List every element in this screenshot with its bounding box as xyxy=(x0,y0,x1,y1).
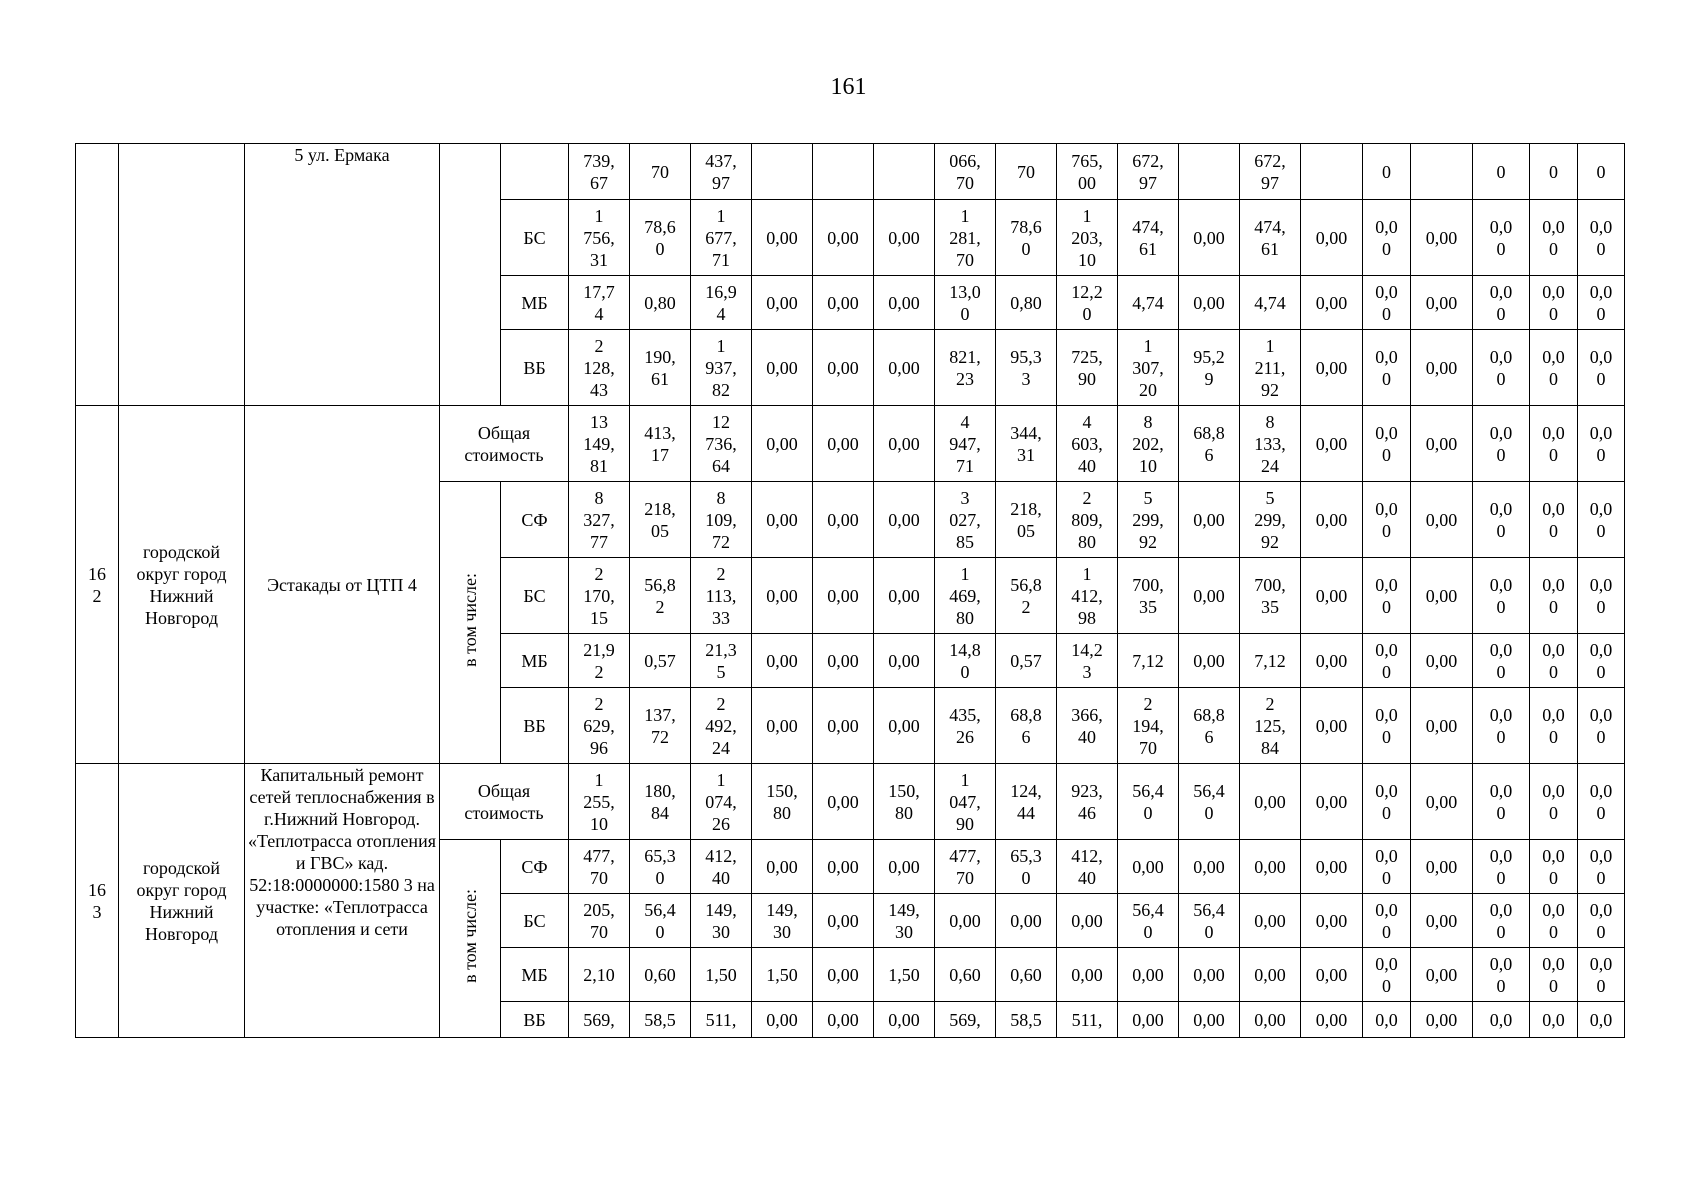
value-cell: 739, 67 xyxy=(569,144,630,200)
fund-source-cell: ВБ xyxy=(501,330,569,406)
value-cell: 0,00 xyxy=(1301,948,1363,1002)
value-cell: 2 194, 70 xyxy=(1118,688,1179,764)
value-cell: 0,0 0 xyxy=(1578,558,1625,634)
value-cell: 0,00 xyxy=(1179,634,1240,688)
row-number-cell: 16 2 xyxy=(76,406,119,764)
value-cell: 0,0 0 xyxy=(1530,406,1578,482)
value-cell: 78,6 0 xyxy=(996,200,1057,276)
value-cell: 56,8 2 xyxy=(630,558,691,634)
value-cell: 0,00 xyxy=(813,634,874,688)
value-cell: 0,00 xyxy=(752,200,813,276)
value-cell: 0,00 xyxy=(1301,1002,1363,1038)
value-cell: 0,0 0 xyxy=(1473,634,1530,688)
value-cell: 3 027, 85 xyxy=(935,482,996,558)
including-cell xyxy=(440,144,501,406)
value-cell: 0,0 0 xyxy=(1530,764,1578,840)
value-cell: 0,00 xyxy=(1411,634,1473,688)
value-cell: 1 203, 10 xyxy=(1057,200,1118,276)
value-cell: 0,0 0 xyxy=(1530,330,1578,406)
value-cell: 0,00 xyxy=(752,330,813,406)
value-cell: 95,3 3 xyxy=(996,330,1057,406)
fund-source-cell: МБ xyxy=(501,276,569,330)
value-cell: 511, xyxy=(1057,1002,1118,1038)
value-cell: 0,00 xyxy=(874,200,935,276)
value-cell: 0,0 0 xyxy=(1530,840,1578,894)
value-cell: 12 736, 64 xyxy=(691,406,752,482)
value-cell: 4 603, 40 xyxy=(1057,406,1118,482)
value-cell: 437, 97 xyxy=(691,144,752,200)
value-cell: 4,74 xyxy=(1118,276,1179,330)
value-cell: 0,00 xyxy=(813,764,874,840)
value-cell: 0,0 0 xyxy=(1578,764,1625,840)
value-cell: 0,00 xyxy=(935,894,996,948)
value-cell: 1 047, 90 xyxy=(935,764,996,840)
value-cell: 0,00 xyxy=(1179,948,1240,1002)
value-cell: 0,00 xyxy=(813,406,874,482)
value-cell: 7,12 xyxy=(1240,634,1301,688)
value-cell: 14,8 0 xyxy=(935,634,996,688)
page-number: 161 xyxy=(830,74,867,100)
value-cell: 0,0 0 xyxy=(1363,200,1411,276)
value-cell: 0,00 xyxy=(1301,276,1363,330)
value-cell: 0,0 0 xyxy=(1578,894,1625,948)
fund-source-cell: СФ xyxy=(501,482,569,558)
value-cell: 4 947, 71 xyxy=(935,406,996,482)
value-cell: 474, 61 xyxy=(1240,200,1301,276)
object-name-cell: Эстакады от ЦТП 4 xyxy=(245,406,440,764)
value-cell: 0,00 xyxy=(813,276,874,330)
value-cell: 0,0 0 xyxy=(1578,688,1625,764)
value-cell xyxy=(1411,144,1473,200)
value-cell: 0,0 0 xyxy=(1578,482,1625,558)
value-cell: 56,4 0 xyxy=(630,894,691,948)
value-cell: 0,0 0 xyxy=(1363,764,1411,840)
value-cell: 0,0 xyxy=(1578,1002,1625,1038)
value-cell: 56,4 0 xyxy=(1118,764,1179,840)
value-cell: 56,4 0 xyxy=(1118,894,1179,948)
value-cell: 0,00 xyxy=(1240,764,1301,840)
fund-source-cell: БС xyxy=(501,558,569,634)
total-cost-label: Общая стоимость xyxy=(440,764,569,840)
value-cell: 218, 05 xyxy=(996,482,1057,558)
value-cell: 2 809, 80 xyxy=(1057,482,1118,558)
value-cell: 0,00 xyxy=(1179,276,1240,330)
value-cell: 0,0 0 xyxy=(1363,688,1411,764)
value-cell: 0,0 0 xyxy=(1473,406,1530,482)
value-cell: 5 299, 92 xyxy=(1118,482,1179,558)
value-cell: 0,00 xyxy=(1118,840,1179,894)
value-cell: 0,0 0 xyxy=(1530,634,1578,688)
value-cell: 0,0 0 xyxy=(1473,688,1530,764)
value-cell: 0,00 xyxy=(1240,894,1301,948)
value-cell: 0,0 0 xyxy=(1530,276,1578,330)
value-cell: 68,8 6 xyxy=(1179,406,1240,482)
value-cell: 700, 35 xyxy=(1118,558,1179,634)
value-cell: 0,00 xyxy=(1118,948,1179,1002)
value-cell: 0,00 xyxy=(1179,200,1240,276)
value-cell: 0,00 xyxy=(813,840,874,894)
municipality-cell: городской округ город Нижний Новгород xyxy=(119,764,245,1038)
value-cell: 1,50 xyxy=(874,948,935,1002)
value-cell: 344, 31 xyxy=(996,406,1057,482)
value-cell: 0,0 0 xyxy=(1578,406,1625,482)
value-cell: 0,0 0 xyxy=(1473,482,1530,558)
value-cell: 0,00 xyxy=(1301,634,1363,688)
value-cell: 477, 70 xyxy=(935,840,996,894)
value-cell: 821, 23 xyxy=(935,330,996,406)
value-cell: 0,0 0 xyxy=(1363,482,1411,558)
value-cell: 700, 35 xyxy=(1240,558,1301,634)
value-cell: 1 756, 31 xyxy=(569,200,630,276)
value-cell: 0,00 xyxy=(1240,1002,1301,1038)
value-cell: 0,0 0 xyxy=(1530,558,1578,634)
value-cell: 68,8 6 xyxy=(1179,688,1240,764)
fund-source-cell: БС xyxy=(501,200,569,276)
value-cell: 13,0 0 xyxy=(935,276,996,330)
value-cell: 218, 05 xyxy=(630,482,691,558)
fund-source-cell xyxy=(501,144,569,200)
fund-source-cell: ВБ xyxy=(501,688,569,764)
value-cell: 0,00 xyxy=(1301,894,1363,948)
fund-source-cell: МБ xyxy=(501,948,569,1002)
financing-table xyxy=(75,143,1625,1038)
value-cell: 0,0 0 xyxy=(1578,840,1625,894)
table-row xyxy=(76,144,1625,200)
value-cell: 137, 72 xyxy=(630,688,691,764)
value-cell: 2 492, 24 xyxy=(691,688,752,764)
value-cell xyxy=(752,144,813,200)
value-cell: 65,3 0 xyxy=(630,840,691,894)
value-cell: 0,00 xyxy=(1179,840,1240,894)
value-cell: 78,6 0 xyxy=(630,200,691,276)
value-cell: 0,0 0 xyxy=(1530,688,1578,764)
value-cell: 0,00 xyxy=(1301,482,1363,558)
value-cell: 0,0 0 xyxy=(1473,894,1530,948)
value-cell: 1 211, 92 xyxy=(1240,330,1301,406)
value-cell: 0,00 xyxy=(752,634,813,688)
value-cell: 0,0 0 xyxy=(1363,894,1411,948)
value-cell: 1,50 xyxy=(752,948,813,1002)
value-cell: 0,00 xyxy=(1057,948,1118,1002)
value-cell: 4,74 xyxy=(1240,276,1301,330)
value-cell: 58,5 xyxy=(996,1002,1057,1038)
value-cell: 0,00 xyxy=(1301,406,1363,482)
value-cell: 58,5 xyxy=(630,1002,691,1038)
object-name-cell: 5 ул. Ермака xyxy=(245,144,440,406)
value-cell: 0,00 xyxy=(1301,764,1363,840)
value-cell: 412, 40 xyxy=(691,840,752,894)
value-cell: 0,00 xyxy=(813,1002,874,1038)
value-cell: 0,00 xyxy=(1411,894,1473,948)
value-cell: 0,00 xyxy=(752,688,813,764)
value-cell: 14,2 3 xyxy=(1057,634,1118,688)
value-cell: 1 307, 20 xyxy=(1118,330,1179,406)
value-cell: 70 xyxy=(630,144,691,200)
value-cell: 0,00 xyxy=(874,276,935,330)
value-cell: 435, 26 xyxy=(935,688,996,764)
total-cost-label: Общая стоимость xyxy=(440,406,569,482)
value-cell: 477, 70 xyxy=(569,840,630,894)
value-cell: 149, 30 xyxy=(752,894,813,948)
value-cell: 0,00 xyxy=(752,840,813,894)
value-cell: 0,00 xyxy=(1240,840,1301,894)
value-cell: 413, 17 xyxy=(630,406,691,482)
value-cell: 0,60 xyxy=(630,948,691,1002)
value-cell: 066, 70 xyxy=(935,144,996,200)
value-cell: 0,80 xyxy=(996,276,1057,330)
value-cell: 0,00 xyxy=(1411,200,1473,276)
value-cell: 21,9 2 xyxy=(569,634,630,688)
value-cell: 0,00 xyxy=(1301,200,1363,276)
municipality-cell xyxy=(119,144,245,406)
value-cell: 0,57 xyxy=(630,634,691,688)
value-cell: 1 074, 26 xyxy=(691,764,752,840)
value-cell: 0,60 xyxy=(996,948,1057,1002)
value-cell: 0,0 xyxy=(1530,1002,1578,1038)
value-cell: 2,10 xyxy=(569,948,630,1002)
value-cell: 0,00 xyxy=(752,406,813,482)
value-cell: 180, 84 xyxy=(630,764,691,840)
value-cell: 0,0 0 xyxy=(1363,558,1411,634)
value-cell: 0,00 xyxy=(813,894,874,948)
value-cell: 0,00 xyxy=(1301,558,1363,634)
value-cell: 0,00 xyxy=(1411,558,1473,634)
value-cell: 0,00 xyxy=(1057,894,1118,948)
value-cell: 1,50 xyxy=(691,948,752,1002)
value-cell: 0,00 xyxy=(1240,948,1301,1002)
value-cell: 0,00 xyxy=(752,558,813,634)
table-row xyxy=(76,406,1625,482)
value-cell: 0,00 xyxy=(1301,840,1363,894)
value-cell: 0,0 0 xyxy=(1363,948,1411,1002)
value-cell: 2 170, 15 xyxy=(569,558,630,634)
object-name-cell: Капитальный ремонт сетей теплоснабжения в г.Нижний Новгород. «Теплотрасса отопления и ГВС» кад. 52:18:0000000:1580 3 на участке: «Теплотрасса отопления и сети xyxy=(245,764,440,1038)
value-cell: 0,00 xyxy=(1411,482,1473,558)
row-number-cell: 16 3 xyxy=(76,764,119,1038)
value-cell: 0,00 xyxy=(1118,1002,1179,1038)
value-cell: 0,80 xyxy=(630,276,691,330)
value-cell: 0,57 xyxy=(996,634,1057,688)
value-cell: 2 128, 43 xyxy=(569,330,630,406)
value-cell: 0,00 xyxy=(813,948,874,1002)
value-cell: 765, 00 xyxy=(1057,144,1118,200)
value-cell: 0,00 xyxy=(1179,1002,1240,1038)
value-cell: 2 125, 84 xyxy=(1240,688,1301,764)
value-cell: 1 469, 80 xyxy=(935,558,996,634)
value-cell: 0,0 0 xyxy=(1473,200,1530,276)
value-cell: 0,00 xyxy=(813,688,874,764)
value-cell: 17,7 4 xyxy=(569,276,630,330)
value-cell: 0,00 xyxy=(874,330,935,406)
value-cell xyxy=(1179,144,1240,200)
value-cell: 0,00 xyxy=(813,558,874,634)
value-cell: 0,00 xyxy=(1411,406,1473,482)
value-cell: 95,2 9 xyxy=(1179,330,1240,406)
value-cell: 511, xyxy=(691,1002,752,1038)
value-cell: 0,0 0 xyxy=(1578,330,1625,406)
value-cell: 70 xyxy=(996,144,1057,200)
value-cell: 150, 80 xyxy=(752,764,813,840)
including-cell xyxy=(440,482,501,764)
value-cell: 1 937, 82 xyxy=(691,330,752,406)
value-cell: 0,00 xyxy=(1179,558,1240,634)
value-cell: 0,00 xyxy=(1411,948,1473,1002)
including-label: в том числе: xyxy=(460,573,480,667)
value-cell: 0,0 0 xyxy=(1578,948,1625,1002)
value-cell: 2 113, 33 xyxy=(691,558,752,634)
value-cell: 0,0 0 xyxy=(1578,276,1625,330)
value-cell: 0,00 xyxy=(874,688,935,764)
value-cell: 0,00 xyxy=(874,406,935,482)
value-cell: 0,0 0 xyxy=(1473,276,1530,330)
value-cell: 0,00 xyxy=(1411,330,1473,406)
value-cell: 569, xyxy=(569,1002,630,1038)
value-cell: 56,4 0 xyxy=(1179,894,1240,948)
value-cell: 1 255, 10 xyxy=(569,764,630,840)
value-cell: 0,0 0 xyxy=(1473,948,1530,1002)
value-cell: 7,12 xyxy=(1118,634,1179,688)
value-cell: 190, 61 xyxy=(630,330,691,406)
including-cell xyxy=(440,840,501,1038)
value-cell: 0,00 xyxy=(1411,764,1473,840)
value-cell: 2 629, 96 xyxy=(569,688,630,764)
value-cell: 68,8 6 xyxy=(996,688,1057,764)
value-cell xyxy=(1301,144,1363,200)
fund-source-cell: БС xyxy=(501,894,569,948)
value-cell: 16,9 4 xyxy=(691,276,752,330)
value-cell: 0,0 0 xyxy=(1363,634,1411,688)
value-cell: 0,0 0 xyxy=(1473,840,1530,894)
value-cell: 672, 97 xyxy=(1240,144,1301,200)
value-cell: 569, xyxy=(935,1002,996,1038)
value-cell: 5 299, 92 xyxy=(1240,482,1301,558)
value-cell: 65,3 0 xyxy=(996,840,1057,894)
value-cell: 1 281, 70 xyxy=(935,200,996,276)
value-cell: 12,2 0 xyxy=(1057,276,1118,330)
value-cell: 56,4 0 xyxy=(1179,764,1240,840)
value-cell: 0,0 0 xyxy=(1530,200,1578,276)
row-number-cell xyxy=(76,144,119,406)
value-cell: 0,00 xyxy=(1301,330,1363,406)
value-cell: 8 327, 77 xyxy=(569,482,630,558)
value-cell: 56,8 2 xyxy=(996,558,1057,634)
value-cell: 13 149, 81 xyxy=(569,406,630,482)
value-cell: 21,3 5 xyxy=(691,634,752,688)
table-row xyxy=(76,764,1625,840)
value-cell: 0,0 xyxy=(1473,1002,1530,1038)
value-cell: 0,0 0 xyxy=(1473,764,1530,840)
value-cell: 0,00 xyxy=(1179,482,1240,558)
value-cell: 0,00 xyxy=(1411,688,1473,764)
value-cell: 0 xyxy=(1530,144,1578,200)
value-cell: 0,00 xyxy=(874,634,935,688)
including-label: в том числе: xyxy=(460,889,480,983)
value-cell: 0,0 0 xyxy=(1473,558,1530,634)
value-cell: 8 109, 72 xyxy=(691,482,752,558)
value-cell: 923, 46 xyxy=(1057,764,1118,840)
municipality-cell: городской округ город Нижний Новгород xyxy=(119,406,245,764)
value-cell: 0,0 xyxy=(1363,1002,1411,1038)
value-cell: 0,00 xyxy=(1411,276,1473,330)
value-cell: 0,0 0 xyxy=(1363,406,1411,482)
value-cell: 0,00 xyxy=(813,330,874,406)
value-cell: 205, 70 xyxy=(569,894,630,948)
value-cell: 0,60 xyxy=(935,948,996,1002)
value-cell: 0,0 0 xyxy=(1363,276,1411,330)
value-cell: 0,00 xyxy=(874,482,935,558)
value-cell: 0 xyxy=(1363,144,1411,200)
value-cell xyxy=(813,144,874,200)
value-cell: 0,0 0 xyxy=(1578,200,1625,276)
value-cell: 1 677, 71 xyxy=(691,200,752,276)
value-cell: 149, 30 xyxy=(874,894,935,948)
value-cell: 0,00 xyxy=(752,482,813,558)
value-cell: 1 412, 98 xyxy=(1057,558,1118,634)
fund-source-cell: ВБ xyxy=(501,1002,569,1038)
value-cell: 0,0 0 xyxy=(1530,948,1578,1002)
value-cell: 0,00 xyxy=(996,894,1057,948)
value-cell: 0,00 xyxy=(874,1002,935,1038)
value-cell: 150, 80 xyxy=(874,764,935,840)
value-cell: 0,00 xyxy=(752,1002,813,1038)
value-cell: 0,00 xyxy=(813,482,874,558)
value-cell: 0,00 xyxy=(874,840,935,894)
value-cell: 0,00 xyxy=(813,200,874,276)
value-cell: 0,00 xyxy=(1411,1002,1473,1038)
fund-source-cell: МБ xyxy=(501,634,569,688)
value-cell: 725, 90 xyxy=(1057,330,1118,406)
value-cell: 0,0 0 xyxy=(1363,840,1411,894)
value-cell: 124, 44 xyxy=(996,764,1057,840)
fund-source-cell: СФ xyxy=(501,840,569,894)
value-cell: 0 xyxy=(1578,144,1625,200)
value-cell xyxy=(874,144,935,200)
value-cell: 149, 30 xyxy=(691,894,752,948)
value-cell: 8 133, 24 xyxy=(1240,406,1301,482)
value-cell: 0,00 xyxy=(752,276,813,330)
value-cell: 0,00 xyxy=(1411,840,1473,894)
value-cell: 412, 40 xyxy=(1057,840,1118,894)
value-cell: 8 202, 10 xyxy=(1118,406,1179,482)
value-cell: 0,00 xyxy=(1301,688,1363,764)
value-cell: 0,0 0 xyxy=(1530,482,1578,558)
value-cell: 474, 61 xyxy=(1118,200,1179,276)
value-cell: 672, 97 xyxy=(1118,144,1179,200)
value-cell: 0,00 xyxy=(874,558,935,634)
value-cell: 0,0 0 xyxy=(1363,330,1411,406)
value-cell: 366, 40 xyxy=(1057,688,1118,764)
value-cell: 0,0 0 xyxy=(1473,330,1530,406)
value-cell: 0 xyxy=(1473,144,1530,200)
value-cell: 0,0 0 xyxy=(1578,634,1625,688)
value-cell: 0,0 0 xyxy=(1530,894,1578,948)
